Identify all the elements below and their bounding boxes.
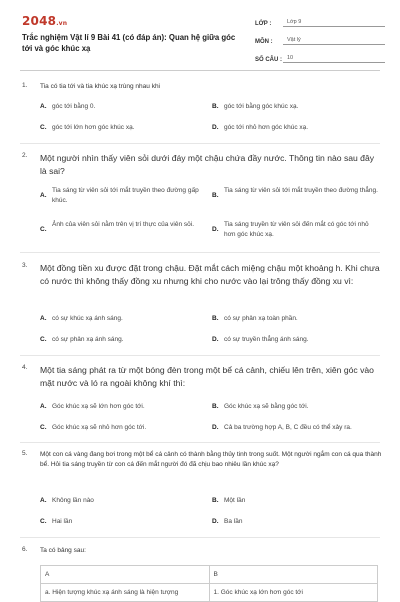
option-text: Cả ba trường hợp A, B, C đều có thể xảy ra. — [224, 424, 352, 431]
question-divider — [20, 252, 380, 253]
table-header-cell: A — [41, 566, 210, 584]
option-letter: B. — [212, 403, 219, 410]
question-number: 6. — [22, 546, 28, 553]
meta-row-subject — [255, 32, 385, 45]
option-letter: C. — [40, 226, 47, 233]
option-letter: C. — [40, 424, 47, 431]
question-text: Ta có bảng sau: — [40, 547, 86, 554]
meta-label: LỚP : — [255, 21, 272, 27]
option-text: Tia sáng truyền từ viên sỏi đến mắt có góc tới nhỏ hơn góc khúc xạ. — [224, 221, 369, 238]
question-divider — [20, 355, 380, 356]
site-logo[interactable] — [22, 14, 67, 28]
question-text: Một đồng tiền xu được đặt trong chậu. Đặt mắt cách miệng chậu một khoảng h. Khi chưa có nước thì không thấy đồng xu nhưng khi cho nước vào lại trông thấy đồng xu vì: — [40, 263, 380, 286]
option-letter: D. — [212, 124, 219, 131]
question-number: 3. — [22, 262, 28, 269]
option-text: Hai lần — [52, 518, 73, 525]
option-letter: A. — [40, 497, 47, 504]
option-c[interactable] — [40, 423, 200, 433]
option-b[interactable] — [212, 314, 380, 324]
option-letter: A. — [40, 403, 47, 410]
option-a[interactable] — [40, 102, 200, 112]
option-d[interactable] — [212, 335, 380, 345]
option-c[interactable] — [40, 123, 200, 133]
option-text: góc tới bằng góc khúc xạ. — [224, 103, 299, 110]
meta-row-count — [255, 50, 385, 63]
meta-value: Lớp 9 — [283, 19, 385, 27]
option-a[interactable] — [40, 314, 200, 324]
option-text: góc tới lớn hơn góc khúc xạ. — [52, 124, 135, 131]
question-5 — [22, 450, 382, 470]
option-text: Tia sáng từ viên sỏi tới mắt truyền theo đường thẳng. — [224, 187, 378, 194]
option-text: Không lần nào — [52, 497, 94, 504]
option-d[interactable] — [212, 423, 380, 433]
option-c[interactable] — [40, 335, 200, 345]
matching-table — [40, 565, 378, 602]
question-number: 4. — [22, 364, 28, 371]
logo-text: 2048 — [22, 14, 57, 28]
option-c[interactable] — [40, 220, 200, 235]
option-text: góc tới bằng 0. — [52, 103, 96, 110]
option-letter: A. — [40, 315, 47, 322]
option-text: Góc khúc xạ sẽ lớn hơn góc tới. — [52, 403, 145, 410]
question-divider — [20, 537, 380, 538]
meta-label: MÔN : — [255, 39, 273, 45]
meta-value: 10 — [283, 55, 385, 63]
table-cell: a. Hiện tượng khúc xạ ánh sáng là hiện tượng — [41, 584, 210, 602]
logo-suffix: .vn — [56, 20, 68, 27]
option-a[interactable] — [40, 186, 200, 206]
question-number: 5. — [22, 450, 28, 457]
option-letter: A. — [40, 103, 47, 110]
question-text: Tia có tia tới và tia khúc xạ trùng nhau khi — [40, 83, 160, 90]
option-letter: D. — [212, 336, 219, 343]
option-d[interactable] — [212, 517, 380, 527]
meta-panel — [255, 14, 385, 68]
option-text: Góc khúc xạ sẽ nhỏ hơn góc tới. — [52, 424, 147, 431]
option-text: có sự truyền thẳng ánh sáng. — [224, 336, 309, 343]
page-title: Trắc nghiệm Vật lí 9 Bài 41 (có đáp án): Quan hệ giữa góc tới và góc khúc xạ — [22, 33, 236, 53]
option-b[interactable] — [212, 186, 380, 201]
table-row — [41, 584, 378, 602]
question-text: Một tia sáng phát ra từ một bóng đèn trong một bể cá cảnh, chiếu lên trên, xiên góc vào mặt nước và ló ra ngoài không khí thì: — [40, 365, 374, 388]
question-1 — [22, 82, 382, 92]
table-header-cell: B — [209, 566, 378, 584]
option-letter: B. — [212, 103, 219, 110]
table-header-row — [41, 566, 378, 584]
option-text: Tia sáng từ viên sỏi tới mắt truyền theo đường gấp khúc. — [52, 187, 199, 204]
option-text: Ảnh của viên sỏi nằm trên vị trí thực của viên sỏi. — [52, 221, 195, 228]
option-a[interactable] — [40, 402, 200, 412]
option-letter: C. — [40, 336, 47, 343]
option-text: Góc khúc xạ sẽ bằng góc tới. — [224, 403, 309, 410]
option-c[interactable] — [40, 517, 200, 527]
meta-value: Vật lý — [283, 37, 385, 45]
option-text: Một lần — [224, 497, 246, 504]
option-d[interactable] — [212, 220, 380, 240]
option-b[interactable] — [212, 496, 380, 506]
option-text: Ba lần — [224, 518, 243, 525]
question-6 — [22, 546, 382, 556]
table-cell: 1. Góc khúc xạ lớn hơn góc tới — [209, 584, 378, 602]
option-letter: B. — [212, 192, 219, 199]
question-text: Một người nhìn thấy viên sỏi dưới đáy một chậu chứa đầy nước. Thông tin nào sau đây là sai? — [40, 153, 375, 176]
option-b[interactable] — [212, 402, 380, 412]
meta-label: SỐ CÂU : — [255, 57, 282, 63]
question-number: 2. — [22, 152, 28, 159]
option-letter: C. — [40, 518, 47, 525]
question-2 — [22, 152, 382, 178]
option-letter: D. — [212, 226, 219, 233]
question-divider — [20, 442, 380, 443]
option-b[interactable] — [212, 102, 380, 112]
option-letter: B. — [212, 497, 219, 504]
option-text: có sự phản xạ ánh sáng. — [52, 336, 124, 343]
option-letter: C. — [40, 124, 47, 131]
question-divider — [20, 143, 380, 144]
header-divider — [20, 70, 380, 71]
question-4 — [22, 364, 382, 390]
option-text: có sự khúc xạ ánh sáng. — [52, 315, 123, 322]
option-letter: D. — [212, 518, 219, 525]
option-letter: B. — [212, 315, 219, 322]
option-letter: D. — [212, 424, 219, 431]
option-text: góc tới nhỏ hơn góc khúc xạ. — [224, 124, 309, 131]
option-d[interactable] — [212, 123, 380, 133]
question-text: Một con cá vàng đang bơi trong một bể cá cảnh có thành bằng thủy tinh trong suốt. Một người ngắm con cá qua thành bể. Hỏi tia sáng truyền từ con cá đến mắt người đó đã chịu bao nhiêu lần khúc xạ? — [40, 451, 382, 468]
option-letter: A. — [40, 192, 47, 199]
option-text: có sự phản xạ toàn phần. — [224, 315, 298, 322]
question-3 — [22, 262, 382, 288]
meta-row-class — [255, 14, 385, 27]
option-a[interactable] — [40, 496, 200, 506]
question-number: 1. — [22, 82, 28, 89]
